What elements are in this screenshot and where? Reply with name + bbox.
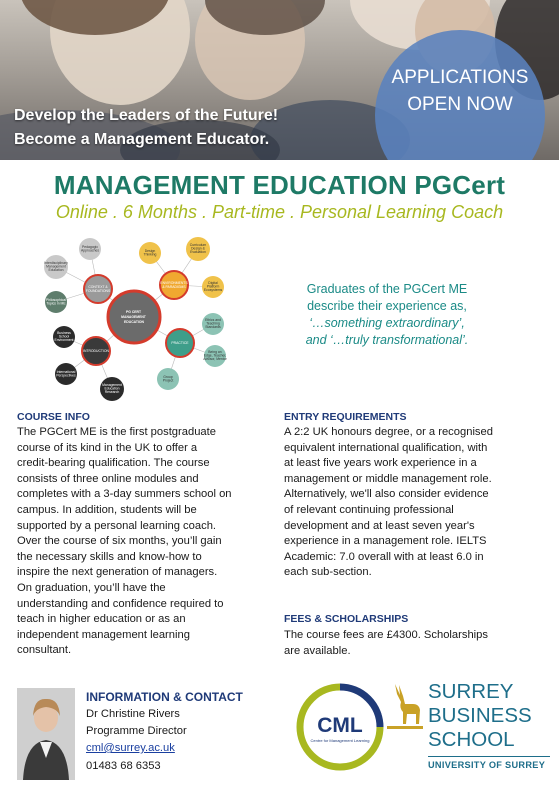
- fees-heading: FEES & SCHOLARSHIPS: [284, 613, 409, 625]
- course-info-line: understanding and confidence required to: [17, 597, 224, 610]
- sat-label-5: Curriculum Design & Evaluation: [189, 243, 207, 254]
- entry-requirements-body: [284, 425, 532, 581]
- course-info-line: credit-bearing qualification. The course: [17, 457, 210, 470]
- page-title: MANAGEMENT EDUCATION PGCert: [53, 170, 506, 200]
- contact-name: Dr Christine Rivers: [86, 708, 180, 720]
- page-subtitle: Online . 6 Months . Part-time . Personal Learning Coach: [55, 202, 504, 222]
- sbs-university: UNIVERSITY OF SURREY: [428, 760, 546, 770]
- course-info-body: [17, 425, 265, 659]
- hub-label-practice: PRACTICE: [171, 341, 189, 345]
- sbs-divider: [428, 756, 550, 757]
- course-info-line: The PGCert ME is the first postgraduate: [17, 426, 216, 438]
- entry-line: development and at least seven year's: [284, 519, 475, 532]
- contact-role: Programme Director: [86, 725, 187, 737]
- sat-label-6: Digital Platform Ecosystems: [203, 281, 223, 292]
- quote-line-3: ‘…something extraordinary’,: [309, 316, 465, 330]
- badge-line-2: OPEN NOW: [407, 94, 513, 115]
- stag-icon: [385, 682, 425, 732]
- cml-logo-short: CML: [317, 714, 363, 737]
- entry-line: equivalent international qualification, with: [284, 441, 488, 454]
- badge-line-1: APPLICATIONS: [391, 67, 529, 88]
- fees-body: [284, 628, 532, 659]
- course-info-heading: COURSE INFO: [17, 411, 90, 423]
- entry-line: at least five years work experience in a: [284, 457, 477, 470]
- course-info-line: the necessary skills and know-how to: [17, 550, 202, 563]
- quote-line-4: and ‘…truly transformational’.: [305, 333, 469, 347]
- contact-email-link[interactable]: cml@surrey.ac.uk: [86, 742, 175, 754]
- sat-label-1: Pedagogic Approaches: [80, 245, 100, 253]
- sat-label-11: International Perspectives: [56, 370, 76, 378]
- entry-requirements-heading: ENTRY REQUIREMENTS: [284, 411, 407, 423]
- hero-tagline: [14, 104, 278, 152]
- entry-line: management or middle management role.: [284, 472, 492, 485]
- sbs-line-2: BUSINESS: [428, 704, 532, 727]
- course-info-line: consultant.: [17, 644, 72, 657]
- director-photo: [17, 688, 75, 780]
- sat-label-12: Management Education Research: [102, 383, 122, 394]
- hero-line-2: Become a Management Educator.: [14, 131, 270, 148]
- sat-label-7: Ethics and Teaching Standards: [205, 318, 221, 329]
- contact-heading: INFORMATION & CONTACT: [86, 690, 243, 704]
- hub-label-context: CONTEXT & FOUNDATIONS: [85, 285, 111, 293]
- fees-line: The course fees are £4300. Scholarships: [284, 629, 488, 641]
- entry-line: experience in a management role. IELTS: [284, 535, 487, 548]
- hub-label-environments: ENVIRONMENTS & PARADIGMS: [160, 281, 188, 289]
- quote-line-1: Graduates of the PGCert ME: [306, 282, 468, 296]
- sbs-line-1: SURREY: [428, 680, 514, 703]
- entry-line: each sub-section.: [284, 566, 372, 579]
- course-info-line: campus. In addition, students will be: [17, 503, 197, 516]
- sat-label-2: Interdisciplinary Management Education: [44, 261, 68, 272]
- entry-line: Alternatively, we'll also consider evidence: [284, 488, 489, 501]
- fees-line: are available.: [284, 644, 351, 657]
- contact-phone: 01483 68 6353: [86, 760, 161, 772]
- cml-logo: [295, 682, 385, 772]
- course-info-line: course of its kind in the UK to offer a: [17, 441, 198, 454]
- cml-logo-full: Centre for Management Learning: [310, 738, 370, 743]
- entry-line: A 2:2 UK honours degree, or a recognised: [284, 426, 493, 438]
- course-info-line: Over the course of six months, you’ll gain: [17, 535, 222, 548]
- sat-label-10: Business School Environment: [54, 331, 74, 342]
- course-info-line: consists of three online modules and: [17, 472, 199, 485]
- course-info-line: On graduation, you’ll have the: [17, 581, 166, 594]
- sbs-line-3: SCHOOL: [428, 728, 515, 751]
- hero-banner: [0, 0, 559, 160]
- sat-label-8: Being an Edge, Teacher, Advisor, Mentor: [203, 350, 227, 361]
- quote-line-2: describe their experience as,: [307, 299, 467, 313]
- sat-label-9: Group Project: [162, 375, 174, 383]
- surrey-business-school-logo: [385, 680, 555, 775]
- course-info-line: inspire the next generation of managers.: [17, 566, 218, 579]
- course-info-line: supported by a personal learning coach.: [17, 519, 217, 532]
- graduate-quote: [272, 281, 502, 349]
- sat-label-3: Philosophical Topics in ME: [46, 298, 66, 306]
- hero-line-1: Develop the Leaders of the Future!: [14, 107, 279, 124]
- course-info-line: teach in higher education or as an: [17, 613, 186, 626]
- course-info-line: completes with a 3-day summers school on: [17, 488, 232, 501]
- entry-line: Academic: 7.0 overall with at least 6.0 in: [284, 550, 484, 563]
- sat-label-4: Design Thinking: [143, 249, 157, 257]
- hub-label-introduction: INTRODUCTION: [83, 349, 109, 353]
- entry-line: of relevant continuing professional: [284, 503, 454, 516]
- diagram-center-label: PG CERT MANAGEMENT EDUCATION: [121, 310, 146, 324]
- programme-structure-diagram: [38, 229, 228, 404]
- course-info-line: independent management learning: [17, 628, 190, 641]
